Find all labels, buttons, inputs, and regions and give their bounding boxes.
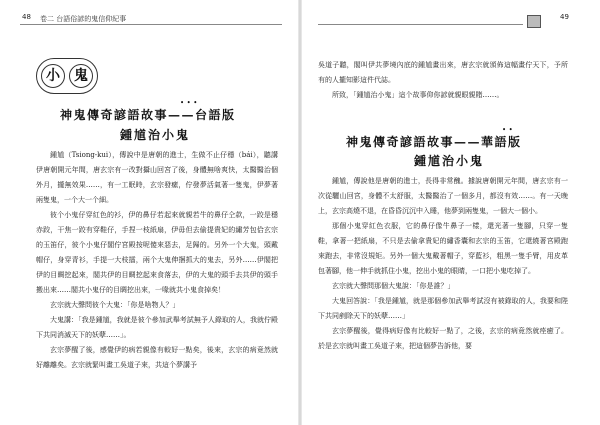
page-stamp-icon xyxy=(527,15,541,28)
right-paragraph-3: 玄宗就大聲問那個大鬼說：「你是誰？」 xyxy=(332,282,455,290)
badge-char-1: 小 xyxy=(41,64,65,88)
right-paragraph-5: 玄宗夢醒後，覺得病好像有比較好一點了，之後，玄宗的病竟然就痊癒了。於是玄宗就叫畫工吳道子來，把這個夢告訴他，要 xyxy=(318,327,568,350)
left-story-title: 神鬼傳奇諺語故事——台語版 xyxy=(60,108,236,122)
right-intro-paragraph-2: 所致，「鍾馗治小鬼」這个故事仰你諺就親眼親賭……。 xyxy=(332,91,504,99)
left-paragraph-3: 玄宗就大聲問彼个大鬼：「你是啥物人？」 xyxy=(50,301,180,309)
left-story-subtitle: 鍾馗治小鬼 xyxy=(120,128,191,142)
right-body-text xyxy=(318,174,568,354)
left-running-header: 卷二 台語俗諺的鬼信仰紀事 xyxy=(40,15,127,23)
left-header-rule xyxy=(20,24,282,25)
left-paragraph-4: 大鬼講：「我是鍾馗，我就是彼个參加武舉考試無予人錄取的人，我就佇殿下共同消滅天下的妖孽……」。 xyxy=(36,316,278,339)
chapter-badge xyxy=(36,58,98,94)
right-paragraph-1: 鍾馗，傳說他是唐朝的進士，長得非常醜。據說唐朝開元年間，唐玄宗有一次從驪山回宮，身體不太舒服，太醫醫治了一個多月，都沒有效……。有一天晚上，玄宗高燒不退，在昏昏沉沉中入睡，他夢到兩隻鬼，一個大一個小。 xyxy=(318,177,568,215)
left-paragraph-2: 彼个小鬼仔穿紅色的衫，伊的鼻仔若起來就親若牛的鼻仔仝款，一跤是穩赤跤，干焦一跤有穿鞋仔，手捏一枝紙扇，伊毋但去偷提貴妃的繡芳包佮玄宗的玉笛仔，彼个小鬼仔閣佇宮殿按呢傻來惡去，足歸的。另外一个大鬼，頭戴帽仔，身穿青衫，手提一大枝擂，兩个大鬼伸捆抓大的鬼去，另外……伊閣把伊的目睭挖起來，閣共伊的目睭挖起來食落去，伊的大鬼的頭手去共伊的頭手搬出來……閣共小鬼仔的目睭挖出來，一喙就共小鬼食掉矣！ xyxy=(36,211,278,294)
right-intro-paragraph-1: 吳道子聽，閣叫伊共夢境內底的鍾馗畫出來，唐玄宗就頒佈這幅畫佇天下，予所有的人攏知影這件代誌。 xyxy=(318,61,568,84)
right-paragraph-2: 那個小鬼穿紅色衣服，它的鼻仔像牛鼻子一樣，還光著一隻腳，只穿一隻鞋，拿著一把紙扇，不只是去偷拿貴妃的繡香囊和玄宗的玉笛，它還繞著宮殿跑來跑去，非常沒規矩。另外一個大鬼戴著帽子，穿藍衫，粗黑一隻手臂，用皮革包著腳，他一伸手就抓住小鬼，挖出小鬼的眼睛，一口把小鬼吃掉了。 xyxy=(318,222,568,275)
right-story-subtitle: 鍾馗治小鬼 xyxy=(414,154,485,168)
right-paragraph-4: 大鬼回答說：「我是鍾馗，就是那個參加武舉考試沒有被錄取的人，我要和陛下共同剷除天下的妖孽……」 xyxy=(318,297,568,320)
right-title-emphasis-dots: •• xyxy=(502,126,516,134)
right-page-number: 49 xyxy=(560,13,569,21)
right-story-title: 神鬼傳奇諺語故事——華語版 xyxy=(346,135,522,149)
right-intro-text xyxy=(318,58,568,103)
left-page-number: 48 xyxy=(22,13,31,21)
left-body-text xyxy=(36,148,278,373)
left-title-emphasis-dots: ••• xyxy=(180,99,200,107)
right-header-rule xyxy=(318,24,523,25)
left-paragraph-5: 玄宗夢醒了後，感覺伊的病若親像有較好一點矣，後來，玄宗的病竟然就好離離矣。玄宗就緊叫畫工吳道子來，共這个夢講予 xyxy=(36,346,278,369)
left-paragraph-1: 鍾馗（Tsiong-kui），傳說中是唐朝的進士，生做不止仔穩（bái），聽講伊唐朝開元年間，唐玄宗有一改對攝山回宮了後，身體無啥爽快，太醫醫治個外月，攏無效果……，有一工眠時，玄宗發瘰，佇發夢活氣著一隻鬼，伊夢著兩隻鬼，一个大一个細。 xyxy=(36,151,278,204)
badge-char-2: 鬼 xyxy=(69,64,93,88)
